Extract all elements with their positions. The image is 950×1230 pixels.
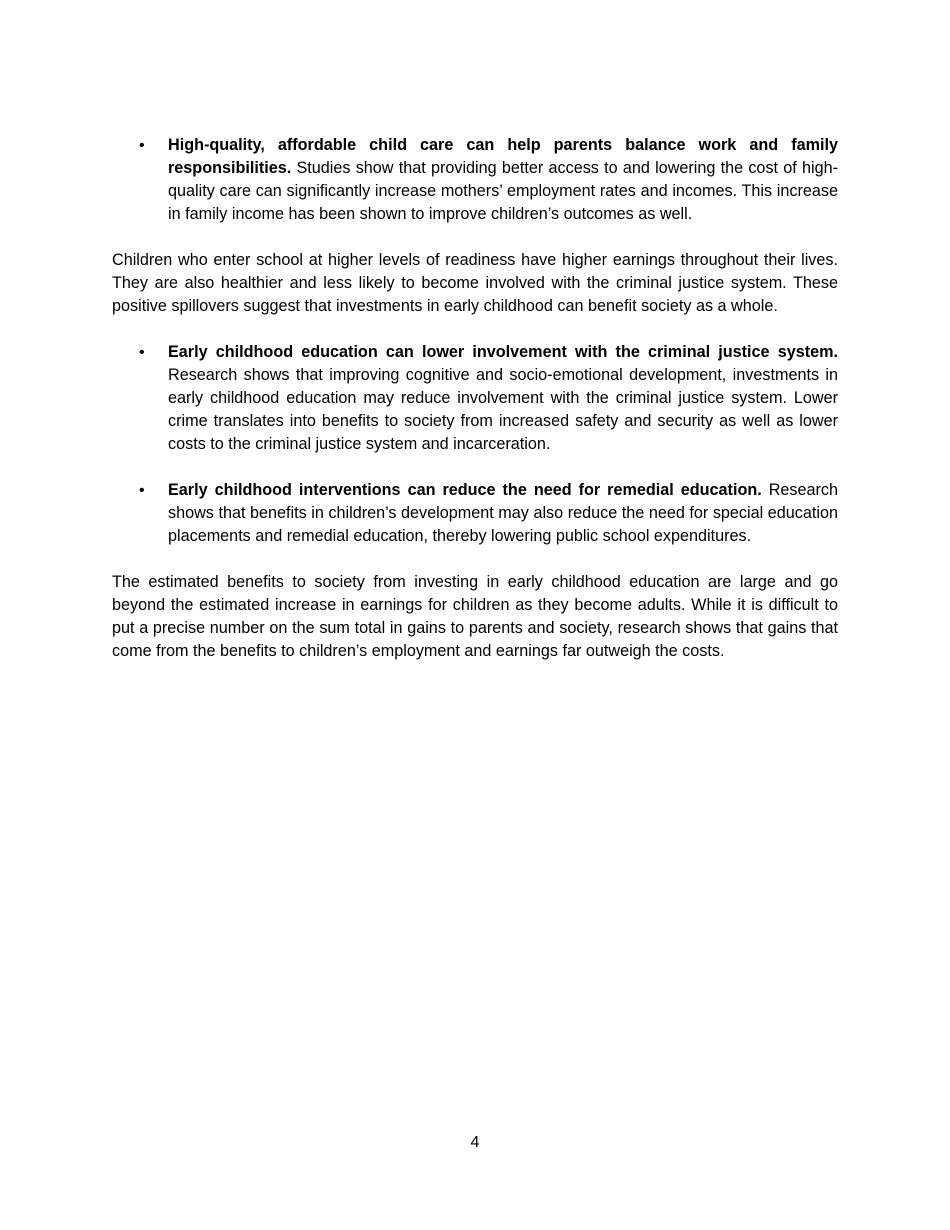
page-number: 4 [470,1134,480,1151]
bullet-item-child-care [112,134,838,226]
bullet-icon: • [139,344,145,361]
bullet-icon: • [139,482,145,499]
bullet-icon: • [139,137,145,154]
bullet-heading: Early childhood interventions can reduce the need for remedial education. [168,481,762,499]
bullet-list-1 [112,134,838,226]
bullet-body: Research shows that benefits in children’s development may also reduce the need for special education placements and remedial education, thereby lowering public school expenditures. [168,481,838,545]
bullet-heading: High-quality, affordable child care can help parents balance work and family responsibilities. [168,136,838,177]
bullet-body: Research shows that improving cognitive and socio-emotional development, investments in early childhood education may reduce involvement with the criminal justice system. Lower crime translates into benefits to society from increased safety and security as well as lower costs to the criminal justice system and incarceration. [168,366,838,453]
bullet-list-2 [112,341,838,548]
bullet-item-remedial-education [112,479,838,548]
bullet-item-criminal-justice [112,341,838,456]
bullet-body: Studies show that providing better access to and lowering the cost of high-quality care can significantly increase mothers’ employment rates and incomes. This increase in family income has been shown to improve children’s outcomes as well. [168,159,838,223]
bullet-heading: Early childhood education can lower involvement with the criminal justice system. [168,343,838,361]
paragraph-readiness: Children who enter school at higher levels of readiness have higher earnings throughout their lives. They are also healthier and less likely to become involved with the criminal justice system. These positive spillovers suggest that investments in early childhood can benefit society as a whole. [112,251,838,315]
page-content [112,134,838,663]
paragraph-benefits: The estimated benefits to society from investing in early childhood education are large and go beyond the estimated increase in earnings for children as they become adults. While it is difficult to put a precise number on the sum total in gains to parents and society, research shows that gains that come from the benefits to children’s employment and earnings far outweigh the costs. [112,573,838,660]
